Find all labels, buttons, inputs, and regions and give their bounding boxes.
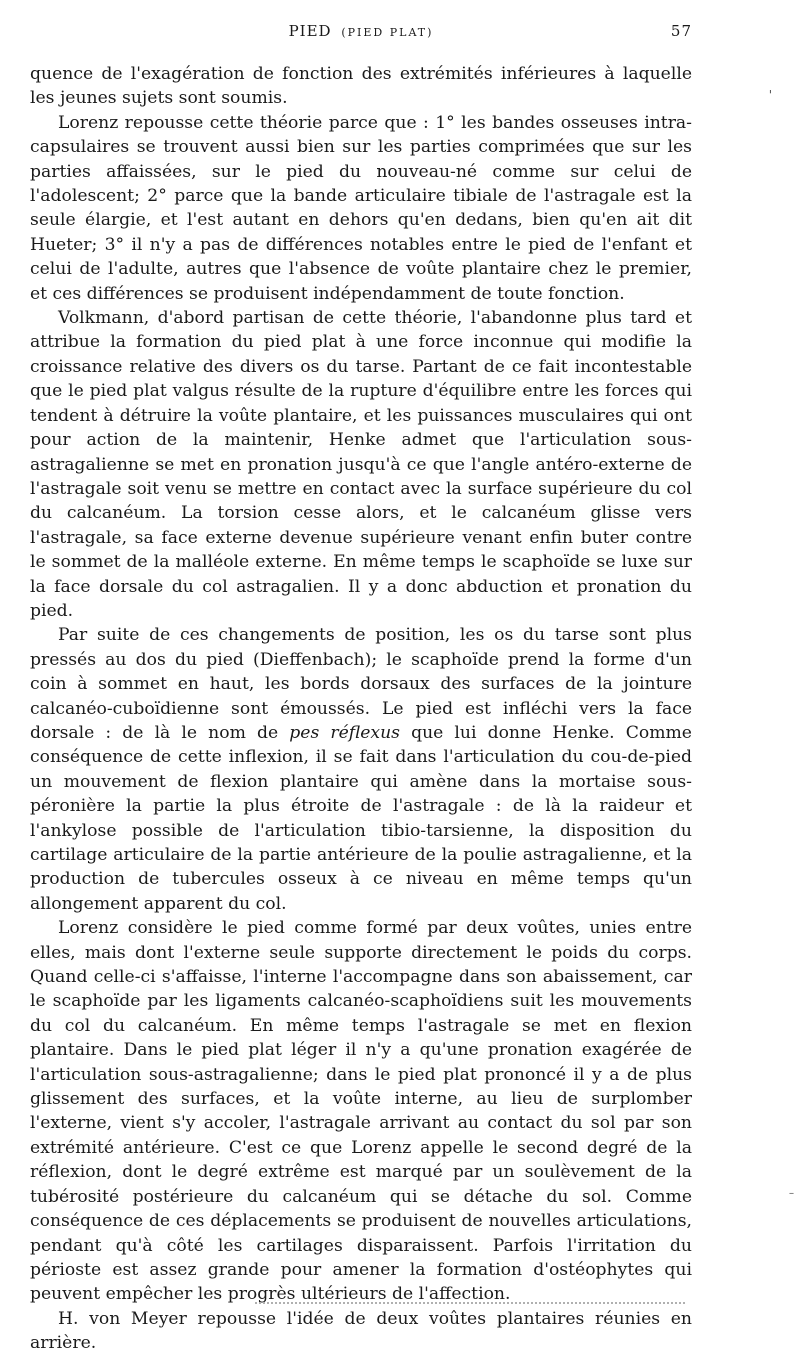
margin-mark-top: ': [768, 88, 772, 102]
scan-artifact-dots: [255, 1302, 685, 1308]
book-page: [30, 22, 692, 1356]
paragraph-volkmann: Volkmann, d'abord partisan de cette théorie, l'abandonne plus tard et attribue la formation du pied plat à une force inconnue qui modifie la croissance relative des divers os du tarse. Partant de ce fait incontestable que le pied plat valgus résulte de la rupture d'équilibre entre les forces qui tendent à détruire la voûte plantaire, et les puissances musculaires qui ont pour action de la maintenir, Henke admet que l'articulation sous-astragalienne se met en pronation jusqu'à ce que l'angle antéro-externe de l'astragale soit venu se mettre en contact avec la surface supérieure du col du calcanéum. La torsion cesse alors, et le calcanéum glisse vers l'astragale, sa face externe devenue supérieure venant enfin buter contre le sommet de la malléole externe. En même temps le scaphoïde se luxe sur la face dorsale du col astragalien. Il y a donc abduction et pronation du pied.: [30, 308, 692, 621]
paragraph-continuation: quence de l'exagération de fonction des extrémités inférieures à laquelle les jeunes sujets sont soumis.: [30, 64, 692, 109]
header-subtitle: (PIED PLAT): [341, 26, 434, 39]
pes-reflexus-term: pes réflexus: [289, 722, 400, 743]
paragraph-dieffenbach: [30, 623, 692, 916]
page-number: 57: [670, 22, 692, 40]
body-text: [30, 62, 692, 1356]
running-header: [30, 22, 692, 46]
paragraph-lorenz-voutes: Lorenz considère le pied comme formé par deux voûtes, unies entre elles, mais dont l'externe seule supporte directement le poids du corps. Quand celle-ci s'affaisse, l'interne l'accompagne dans son abaissement, car le scaphoïde par les ligaments calcanéo-scaphoïdiens suit les mouvements du col du calcanéum. En même temps l'astragale se met en flexion plantaire. Dans le pied plat léger il n'y a qu'une pronation exagérée de l'articulation sous-astragalienne; dans le pied plat prononcé il y a de plus glissement des surfaces, et la voûte interne, au lieu de surplomber l'externe, vient s'y accoler, l'astragale arrivant au contact du sol par son extrémité antérieure. C'est ce que Lorenz appelle le second degré de la réflexion, dont le degré extrême est marqué par un soulèvement de la tubérosité postérieure du calcanéum qui se détache du sol. Comme conséquence de ces déplacements se produisent de nouvelles articulations, pendant qu'à côté les cartilages disparaissent. Parfois l'irritation du périoste est assez grande pour amener la formation d'ostéophytes qui peuvent empêcher les progrès ultérieurs de l'affection.: [30, 918, 692, 1305]
paragraph-dieffenbach-text-start: Par suite de ces changements de position, les os du tarse sont plus pressés au dos du pied (Dieffenbach); le scaphoïde prend la forme d'un coin à sommet en haut, les bords dorsaux des surfaces de la jointure calcanéo-cuboïdienne sont émoussés. Le pied est infléchi vers la face dorsale : de là le nom de: [30, 625, 692, 743]
paragraph-dieffenbach-text-end: que lui donne Henke. Comme conséquence de cette inflexion, il se fait dans l'articulation du cou-de-pied un mouvement de flexion plantaire qui amène dans la mortaise sous-péronière la partie la plus étroite de l'astragale : de là la raideur et l'ankylose possible de l'articulation tibio-tarsienne, la disposition du cartilage articulaire de la partie antérieure de la poulie astragalienne, et la production de tubercules osseux à ce niveau en même temps qu'un allongement apparent du col.: [30, 722, 692, 914]
paragraph-lorenz-theory: Lorenz repousse cette théorie parce que : 1° les bandes osseuses intra-capsulaires se trouvent aussi bien sur les parties comprimées que sur les parties affaissées, sur le pied du nouveau-né comme sur celui de l'adolescent; 2° parce que la bande articulaire tibiale de l'astragale est la seule élargie, et l'est autant en dehors qu'en dedans, bien qu'en ait dit Hueter; 3° il n'y a pas de différences notables entre le pied de l'enfant et celui de l'adulte, autres que l'absence de voûte plantaire chez le premier, et ces différences se produisent indépendamment de toute fonction.: [30, 112, 692, 304]
paragraph-von-meyer: H. von Meyer repousse l'idée de deux voûtes plantaires réunies en arrière.: [30, 1308, 692, 1354]
header-title: PIED: [288, 22, 332, 40]
margin-mark-side: –: [789, 1188, 794, 1199]
